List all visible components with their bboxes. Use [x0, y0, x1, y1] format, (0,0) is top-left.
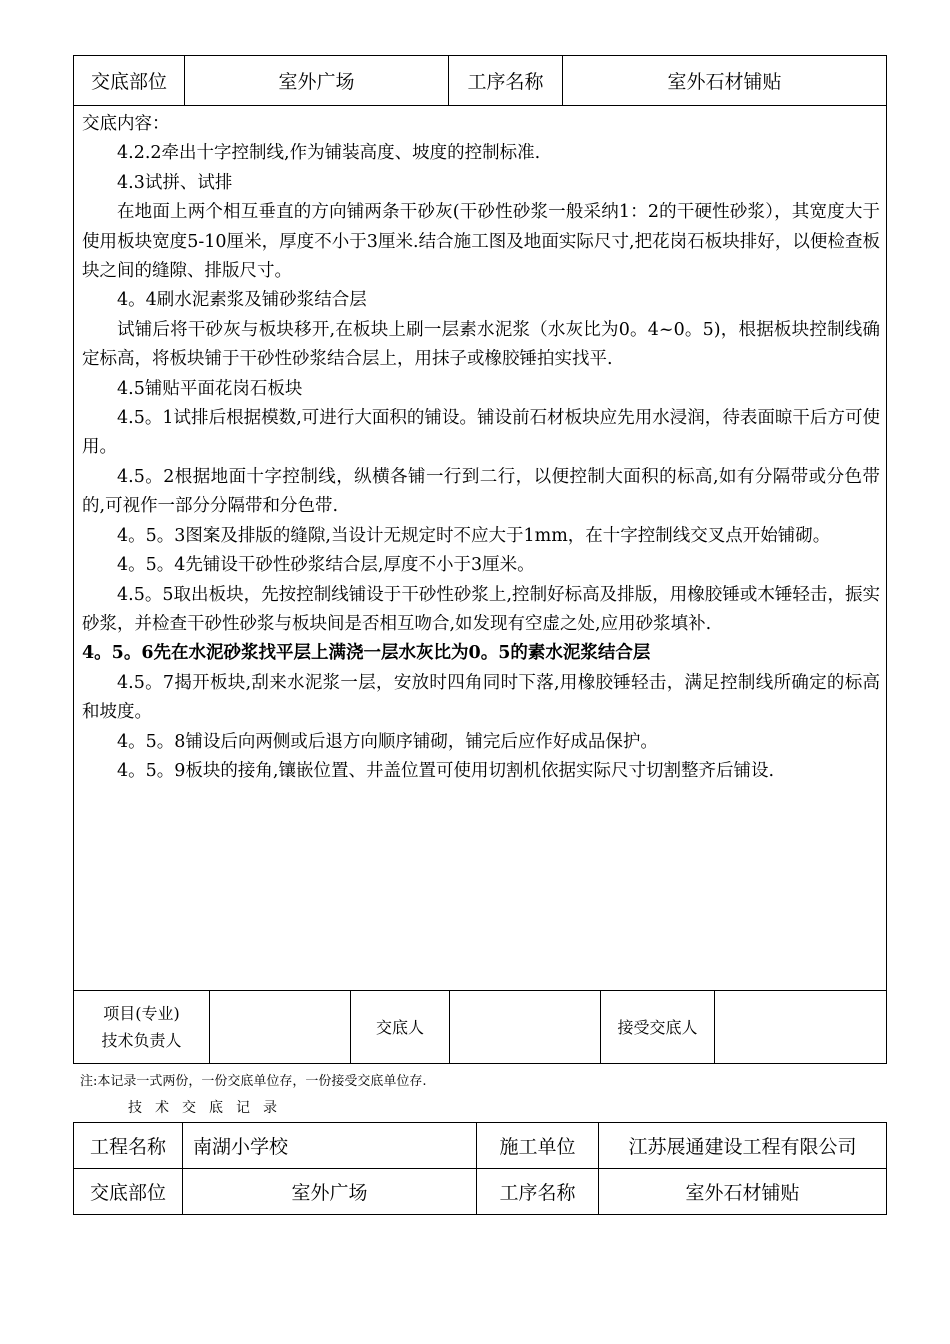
content-heading: 交底内容：	[82, 114, 170, 134]
label-contractor: 施工单位	[477, 1123, 599, 1169]
project-row	[74, 1123, 887, 1169]
label-project: 工程名称	[74, 1123, 183, 1169]
part-row	[74, 1169, 887, 1215]
content-paragraph: 4.5。7揭开板块,刮来水泥浆一层，安放时四角同时下落,用橡胶锤轻击，满足控制线所确定的标高和坡度。	[82, 672, 880, 723]
label-tech-leader	[74, 991, 210, 1064]
footnote: 注:本记录一式两份，一份交底单位存，一份接受交底单位存.	[80, 1074, 427, 1089]
label-tech-leader-line2: 技术负责人	[101, 1031, 182, 1050]
content-paragraph: 4。5。4先铺设干砂性砂浆结合层,厚度不小于3厘米。	[117, 555, 535, 576]
sign-receiver[interactable]	[715, 991, 887, 1064]
content-paragraph: 4.5。1试排后根据模数,可进行大面积的铺设。铺设前石材板块应先用水浸润，待表面晾干后方可使用。	[82, 408, 880, 458]
content-paragraphs	[82, 139, 880, 786]
content-paragraph: 4.5铺贴平面花岗石板块	[117, 378, 303, 399]
label-process-2: 工序名称	[477, 1169, 599, 1215]
value-project: 南湖小学校	[183, 1123, 477, 1169]
sign-presenter[interactable]	[450, 991, 601, 1064]
content-paragraph: 4。5。6先在水泥砂浆找平层上满浇一层水灰比为0。5的素水泥浆结合层	[82, 643, 651, 664]
label-receiver: 接受交底人	[601, 991, 715, 1064]
content-paragraph: 4.5。2根据地面十字控制线，纵横各铺一行到二行，以便控制大面积的标高,如有分隔带或分色带的,可视作一部分分隔带和分色带.	[82, 466, 880, 517]
label-part-2: 交底部位	[74, 1169, 183, 1215]
content-paragraph: 在地面上两个相互垂直的方向铺两条干砂灰(干砂性砂浆一般采纳1：2的干硬性砂浆），其宽度大于使用板块宽度5-10厘米，厚度不小于3厘米.结合施工图及地面实际尺寸,把花岗石板块排好，以便检查板块之间的缝隙、排版尺寸。	[82, 202, 880, 282]
disclosure-table	[73, 55, 887, 991]
label-part: 交底部位	[74, 56, 185, 106]
label-presenter: 交底人	[351, 991, 450, 1064]
content-paragraph: 4.5。5取出板块，先按控制线铺设于干砂性砂浆上,控制好标高及排版，用橡胶锤或木锤轻击，振实砂浆，并检查干砂性砂浆与板块间是否相互吻合,如发现有空虚之处,应用砂浆填补.	[82, 584, 880, 634]
content-paragraph: 4.3试拼、试排	[117, 172, 233, 193]
content-row	[74, 106, 887, 991]
second-record-table	[73, 1122, 887, 1215]
value-process: 室外石材铺贴	[563, 56, 887, 106]
content-paragraph: 4。5。9板块的接角,镶嵌位置、井盖位置可使用切割机依据实际尺寸切割整齐后铺设.	[117, 760, 775, 781]
content-paragraph: 4。5。3图案及排版的缝隙,当设计无规定时不应大于1mm，在十字控制线交叉点开始铺砌。	[117, 525, 831, 546]
signature-table	[73, 990, 887, 1064]
label-tech-leader-line1: 项目(专业)	[103, 1004, 180, 1023]
record-subtitle: 技术交底记录	[128, 1100, 290, 1116]
sign-tech-leader[interactable]	[210, 991, 351, 1064]
content-paragraph: 4。5。8铺设后向两侧或后退方向顺序铺砌，铺完后应作好成品保护。	[117, 731, 658, 752]
content-cell	[74, 106, 887, 991]
label-process: 工序名称	[449, 56, 563, 106]
value-process-2: 室外石材铺贴	[599, 1169, 887, 1215]
content-paragraph: 4.2.2牵出十字控制线,作为铺装高度、坡度的控制标准.	[117, 143, 541, 164]
value-contractor: 江苏展通建设工程有限公司	[599, 1123, 887, 1169]
content-paragraph: 试铺后将干砂灰与板块移开,在板块上刷一层素水泥浆（水灰比为0。4~0。5)，根据板块控制线确定标高，将板块铺于干砂性砂浆结合层上，用抹子或橡胶锤拍实找平.	[82, 319, 880, 370]
value-part: 室外广场	[185, 56, 449, 106]
content-body	[82, 110, 880, 786]
signature-row	[74, 991, 887, 1064]
content-paragraph: 4。4刷水泥素浆及铺砂浆结合层	[117, 290, 367, 311]
header-row	[74, 56, 887, 106]
value-part-2: 室外广场	[183, 1169, 477, 1215]
